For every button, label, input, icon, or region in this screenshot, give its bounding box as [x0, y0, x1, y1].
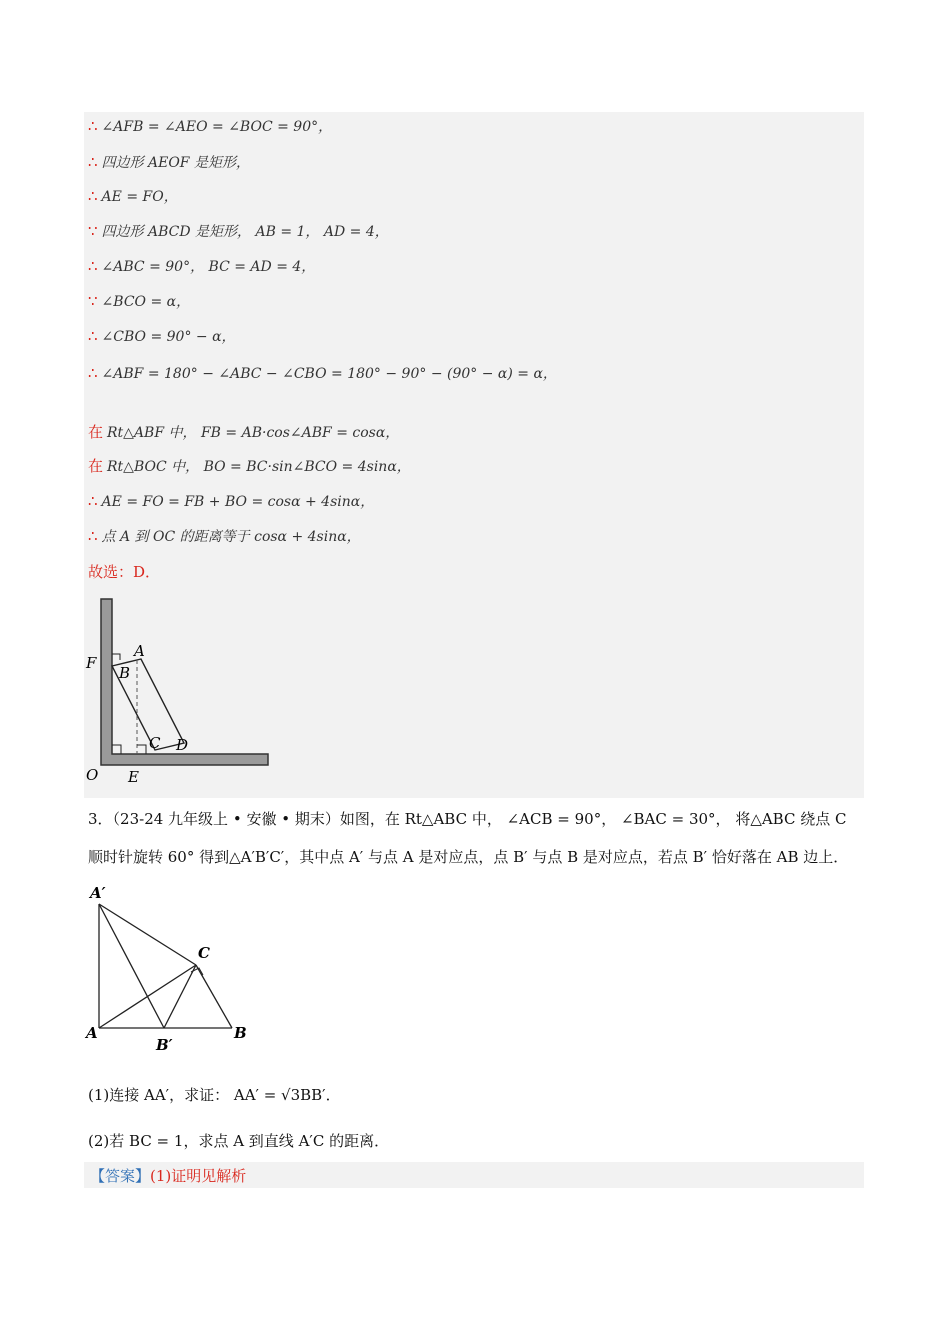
solution-line-text: 点 A 到 OC 的距离等于 cosα + 4sinα，	[101, 529, 361, 545]
solution-line-text: Rt△BOC 中， BO = BC·sin∠BCO = 4sinα，	[107, 459, 411, 475]
solution-line-text: AE = FO = FB + BO = cosα + 4sinα，	[101, 494, 375, 510]
solution-line-symbol: ∴	[88, 492, 98, 510]
solution-line-symbol: ∴	[88, 327, 98, 345]
segment-cb1	[164, 965, 196, 1028]
solution-line-symbol: ∴	[88, 187, 98, 205]
label-F: F	[86, 654, 97, 672]
solution-line	[88, 456, 411, 477]
question-part-1: (1)连接 AA′，求证： AA′ = √3BB′．	[88, 1086, 341, 1104]
solution-line-text: Rt△ABF 中， FB = AB·cos∠ABF = cosα，	[107, 425, 400, 441]
label-C2: C	[198, 944, 210, 962]
solution-line-symbol: 在	[88, 423, 104, 441]
solution-line	[88, 152, 250, 173]
label-B-prime: B′	[156, 1036, 173, 1054]
segment-a1c	[99, 904, 196, 965]
solution-line-symbol: ∴	[88, 364, 98, 382]
solution-line-symbol: ∴	[88, 117, 98, 135]
answer-text: (1)证明见解析	[150, 1167, 247, 1185]
answer-line	[90, 1165, 246, 1186]
label-B2: B	[234, 1024, 247, 1042]
label-D: D	[176, 736, 189, 754]
label-B: B	[119, 664, 131, 682]
label-A2: A	[86, 1024, 98, 1042]
right-angle-f	[112, 654, 120, 660]
solution-line-text: 四边形 AEOF 是矩形，	[101, 155, 250, 171]
solution-line	[88, 186, 178, 207]
label-O: O	[86, 766, 99, 784]
figure-1-diagram	[84, 596, 284, 790]
solution-line-symbol: ∴	[88, 527, 98, 545]
question-line-2: 顺时针旋转 60° 得到△A′B′C′，其中点 A′ 与点 A 是对应点，点 B′ 与点 B 是对应点，若点 B′ 恰好落在 AB 边上．	[88, 848, 849, 866]
segment-cb	[196, 965, 232, 1028]
solution-line-symbol: ∵	[88, 222, 98, 240]
solution-line	[88, 256, 315, 277]
segment-a1b1	[99, 904, 164, 1028]
solution-line-text: ∠BCO = α，	[101, 294, 191, 310]
solution-line	[88, 526, 361, 547]
answer-tag: 【答案】	[90, 1167, 151, 1185]
solution-line	[88, 363, 557, 384]
solution-line	[88, 291, 190, 312]
solution-line	[88, 422, 399, 443]
solution-line	[88, 221, 389, 242]
right-angle-e	[137, 745, 146, 754]
question-part-2: (2)若 BC = 1，求点 A 到直线 A′C 的距离．	[88, 1132, 390, 1150]
label-A: A	[134, 642, 145, 660]
solution-line-text: AE = FO，	[101, 189, 178, 205]
label-C: C	[149, 734, 161, 752]
solution-line-text: ∠CBO = 90° − α，	[101, 329, 236, 345]
right-angle-o	[112, 745, 121, 754]
label-A-prime: A′	[90, 884, 106, 902]
solution-line-text: ∠ABC = 90°， BC = AD = 4，	[101, 259, 316, 275]
solution-line	[88, 491, 374, 512]
solution-line	[88, 116, 332, 137]
label-E: E	[128, 768, 139, 786]
solution-line-symbol: 在	[88, 457, 104, 475]
solution-final: 故选：D．	[88, 563, 161, 581]
solution-line-text: ∠AFB = ∠AEO = ∠BOC = 90°，	[101, 119, 333, 135]
solution-line-symbol: ∵	[88, 292, 98, 310]
figure-2-diagram	[84, 876, 264, 1058]
solution-line-text: ∠ABF = 180° − ∠ABC − ∠CBO = 180° − 90° − (90° − α) = α，	[101, 366, 557, 382]
solution-line-symbol: ∴	[88, 257, 98, 275]
solution-line	[88, 326, 236, 347]
solution-line-text: 四边形 ABCD 是矩形， AB = 1， AD = 4，	[101, 224, 389, 240]
question-line-1: 3．（23-24 九年级上 • 安徽 • 期末）如图，在 Rt△ABC 中， ∠ACB = 90°， ∠BAC = 30°， 将△ABC 绕点 C	[88, 810, 847, 828]
solution-line-symbol: ∴	[88, 153, 98, 171]
